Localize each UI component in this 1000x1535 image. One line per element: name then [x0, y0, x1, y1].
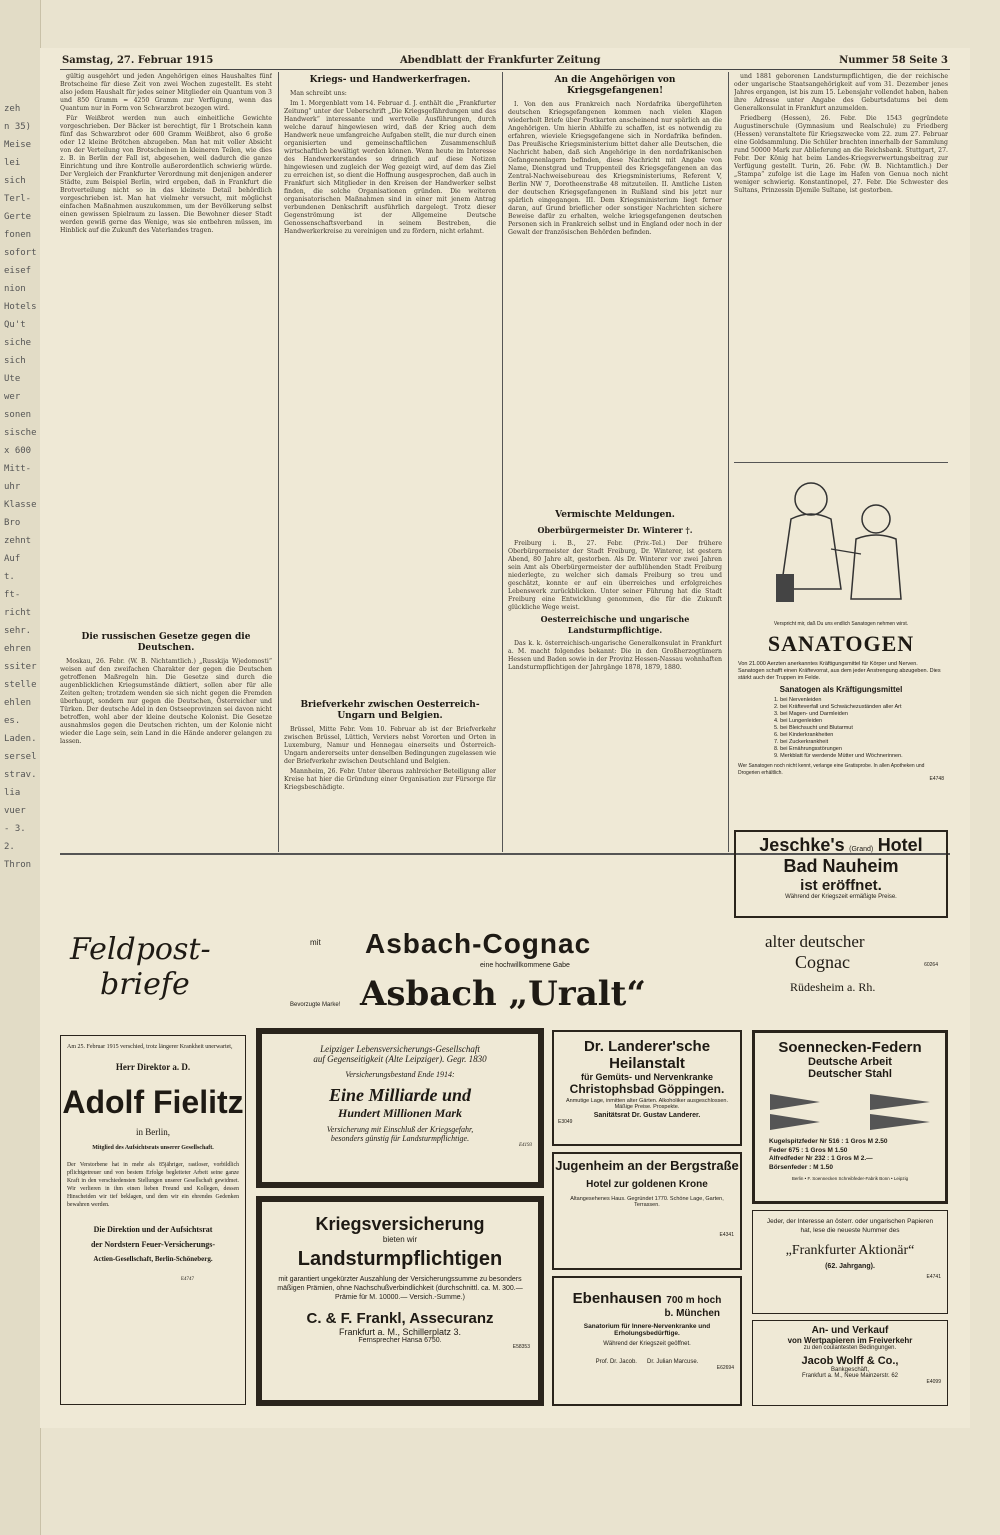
price-row: Alfredfeder Nr 232 : 1 Gros M 2.—	[769, 1155, 873, 1162]
margin-fragment: richt	[4, 608, 32, 618]
sanatogen-ad	[734, 462, 948, 824]
article-text: Für Weißbrot werden nun auch einheitliche Gewichte vorgeschrieben. Der Bäcker ist berechtigt, für 1 Brotschein kann fünf das Schwarzbrot oder 600 Gramm Weißbrot, also 6 große oder 12 kleine Brötchen abzugeben. Man hat mit voller Absicht von der Verteilung von Brotscheinen in kleineren Teilen, wie dies z. B. in Berlin der Fall ist, abgesehen, weil dadurch die ganze Einrichtung und ihre Kontrolle außerordentlich schwierig würde. Der Vergleich der Frankfurter Verordnung mit denjenigen anderer Städte, zum Beispiel Berlin, wird ergeben, daß in Frankfurt die Brotverteilung nicht so in das kleinste Detail behördlich vorgeschrieben ist. Man hat vielmehr versucht, mit möglichst einfachen Maßnahmen auszukommen, um der Bevölkerung selbst einen gewissen Spielraum zu lassen. Die Bewohner dieser Stadt werden gewiß gerne das Wenige, was sie entbehren müssen, im Hinblick auf die Zukunft des Vaterlandes tragen.	[60, 115, 272, 234]
margin-fragment: sonen	[4, 410, 32, 420]
illustration-woman-soldier	[751, 469, 931, 619]
masthead-issue: Nummer 58 Seite 3	[839, 55, 948, 66]
article-news-col4	[734, 73, 948, 458]
pen-nibs-illustration	[760, 1084, 940, 1134]
sanatogen-title: SANATOGEN	[767, 631, 915, 656]
left-margin-strip	[0, 0, 41, 1535]
masthead-paper-title: Abendblatt der Frankfurter Zeitung	[400, 55, 601, 66]
margin-fragment: sich	[4, 176, 26, 186]
list-item: 7. bei Zuckerkrankheit	[774, 739, 829, 745]
article-brotverteilung	[60, 73, 272, 628]
asbach-brand: Asbach-Cognac	[365, 928, 592, 959]
article-text: gültig ausgehört und jeden Angehörigen eines Haushaltes fünf Brotscheine für diese Zeit von zwei Wochen zugestellt. Es steht also jedem Haushalt für jedes seiner Mitglieder ein Quantum von 3 und 850 Gramm = 4250 Gramm zur Verfügung, wenn das Quantum nur in Form von Schwarzbrot bezogen wird.	[60, 73, 272, 112]
ad-code: E4099	[926, 1379, 941, 1385]
article-text: Das k. k. österreichisch-ungarische Generalkonsulat in Frankfurt a. M. macht folgendes bekannt: Die in den Großherzogtümern Hessen und Baden sowie in der Provinz Hessen-Nassau wohnhaften Landsturmpflichtigen der Jahrgänge 1878, 1879, 1880.	[508, 640, 722, 671]
ad-code: E58353	[512, 1344, 530, 1350]
ad-code: E4193	[518, 1143, 532, 1148]
column-rule	[502, 72, 503, 852]
landerer-ad: Dr. Landerer'sche Heilanstalt für Gemüts- und Nervenkranke Christophsbad Göppingen. Anmutige Lage, inmitten alter Gärten. Alkoholiker ausgeschlossen. Mäßige Preise. Prospekte. Sanitätsrat Dr. Gustav Landerer. E3049	[552, 1030, 742, 1146]
ad-code: E3049	[558, 1119, 573, 1125]
wolff-ad: An- und Verkauf von Wertpapieren im Freiverkehr zu den coulantesten Bedingungen. Jacob Wolff & Co., Bankgeschäft, Frankfurt a. M., Neue Mainzerstr. 62 E4099	[752, 1320, 948, 1406]
sanatogen-intro: Von 21.000 Aerzten anerkanntes Kräftigungsmittel für Körper und Nerven. Sanatogen schafft einen Kräftevorrat, aus dem jeder Anstrengung abzugeben. Dies stärkt auch der Truppen im Felde.	[738, 661, 941, 681]
article-headline: Die russischen Gesetze gegen die Deutschen.	[81, 632, 251, 653]
price-row: Kugelspitzfeder Nr 516 : 1 Gros M 2.50	[769, 1138, 888, 1145]
ad-code: E4341	[719, 1232, 734, 1238]
sanatogen-footer: Wer Sanatogen noch nicht kennt, verlange eine Gratisprobe. In allen Apotheken und Drogerien erhältlich.	[738, 763, 925, 776]
article-headline: An die Angehörigen von Kriegsgefangenen!	[554, 75, 676, 96]
margin-fragment: Meise	[4, 140, 32, 150]
article-handwerker	[284, 73, 496, 693]
article-headline: Kriegs- und Handwerkerfragen.	[309, 75, 471, 85]
column-rule	[278, 72, 279, 852]
margin-fragment: siche	[4, 338, 32, 348]
fielitz-obituary: Am 25. Februar 1915 verschied, trotz längerer Krankheit unerwartet, Herr Direktor a. D. Adolf Fielitz in Berlin, Mitglied des Aufsichtsrats unserer Gesellschaft. Der Verstorbene hat in mehr als 85jähriger, rastloser, vorbildlich pflichtgetreuer und von bestem Erfolge begleiteter Arbeit seine ganze Kraft in den verschiedensten Stellungen unserer Gesellschaft gewidmet. Wir verlieren in ihm einen lieben Freund und Kollegen, dessen Hinscheiden wir tief beklagen, und dem wir ein ehrendes Gedenken bewahren werden. Die Direktion und der Aufsichtsrat der Nordstern Feuer-Versicherungs- Actien-Gesellschaft, Berlin-Schöneberg. E4747	[60, 1035, 246, 1405]
article-headline: Oesterreichische und ungarische Landsturmpflichtige.	[540, 614, 690, 635]
column-rule	[728, 72, 729, 852]
aktionaer-ad: Jeder, der Interesse an österr. oder ungarischen Papieren hat, lese die neueste Nummer des „Frankfurter Aktionär“ (62. Jahrgang). E4741	[752, 1210, 948, 1314]
hotel-grand: (Grand)	[849, 846, 874, 853]
margin-fragment: nion	[4, 284, 26, 294]
list-item: 5. bei Bleichsucht und Blutarmut	[774, 725, 853, 731]
margin-fragment: stelle	[4, 680, 37, 690]
ad-code: E4741	[926, 1274, 941, 1280]
list-item: 9. Merkblatt für werdende Mütter und Wöchnerinnen.	[774, 753, 903, 759]
article-text: Moskau, 26. Febr. (W. B. Nichtamtlich.) „Russkija Wjedomosti“ weisen auf den zweifachen Charakter der gegen die Deutschen getroffenen Maßregeln hin. Die Gesetze sind durch die augenblicklichen Kriegsumstände diktiert, sollen aber für alle Zeiten gelten; trotzdem wenden sie sich nicht gegen die Fremden überhaupt, sondern nur gegen die Deutschen, Österreicher und Türken. Der deutsche Adel in den Ostseeprovinzen sei davon nicht betroffen, wohl aber der kleine deutsche Kolonist. Die Gesetze ausnahmslos gegen die Deutschen richten, um der Kolonie nicht wieder die Lage sein, sein Land in die Hände anderer gelangen zu lassen.	[60, 658, 272, 745]
margin-fragment: eisef	[4, 266, 32, 276]
hotel-note: Während der Kriegszeit ermäßigte Preise.	[785, 894, 897, 900]
jugenheim-ad: Jugenheim an der Bergstraße Hotel zur goldenen Krone Altangesehenes Haus. Gegründet 1770. Schöne Lage, Garten, Terrassen. E4341	[552, 1152, 742, 1270]
margin-fragment: uhr	[4, 482, 21, 492]
obituary-name: Adolf Fielitz	[62, 1084, 244, 1120]
hotel-word: Hotel	[877, 835, 923, 855]
article-vermischtes	[508, 508, 722, 850]
leipziger-ad: Leipziger Lebensversicherungs-Gesellschaft auf Gegenseitigkeit (Alte Leipziger). Gegr. 1830 Versicherungsbestand Ende 1914: Eine Milliarde und Hundert Millionen Mark Versicherung mit Einschluß der Kriegsgefahr, besonders günstig für Landsturmpflichtige. E4193	[256, 1028, 544, 1188]
margin-fragment: x 600	[4, 446, 32, 456]
article-headline: Briefverkehr zwischen Oesterreich-Ungarn und Belgien.	[300, 700, 480, 721]
asbach-tagline: eine hochwillkommene Gabe	[480, 962, 570, 969]
margin-fragment: Mitt-	[4, 464, 32, 474]
article-text: und 1881 geborenen Landsturmpflichtigen, die der reichische oder ungarische Staatsangehörigkeit auf vom 31. Dezember jenes Jahres ergangen, ist bis zum 15. Lebensjahr vollendet haben, haben ihre Adresse unter Angabe des Geburtsdatums bei dem Generalkonsulat in Frankfurt anzumelden.	[734, 73, 948, 112]
margin-fragment: Ute	[4, 374, 21, 384]
margin-fragment: Gerte	[4, 212, 32, 222]
ad-code: E4747	[181, 1277, 195, 1282]
ebenhausen-ad: Ebenhausen 700 m hoch b. München Sanatorium für Innere-Nervenkranke und Erholungsbedürftige. Während der Kriegszeit geöffnet. Prof. Dr. Jacob. Dr. Julian Marcuse. E62694	[552, 1276, 742, 1406]
list-item: 8. bei Ernährungsstörungen	[774, 746, 842, 752]
margin-fragment: sich	[4, 356, 26, 366]
list-item: 1. bei Nervenleiden	[774, 697, 822, 703]
margin-fragment: fonen	[4, 230, 32, 240]
article-text: Freiburg i. B., 27. Febr. (Priv.-Tel.) Der frühere Oberbürgermeister der Stadt Freiburg, Dr. Winterer, ist gestern Abend, 80 Jahre alt, gestorben. Als Dr. Winterer vor zwei Jahren sein Amt als Oberbürgermeister der aufblühenden Stadt Freiburg niederlegte, zu welcher sich damals Freiburg so treu und geschätzt, konnte er auf ein überreiches und erfolgreiches Lebenswerk zurückblicken. Unter seiner Führung hat die Stadt Freiburg eine Entwicklung genommen, die für die Zukunft glückliche Wege weist.	[508, 540, 722, 611]
asbach-cognac-ad	[60, 926, 948, 1026]
margin-fragment: t.	[4, 572, 15, 582]
asbach-uralt: Asbach „Uralt“	[360, 974, 646, 1014]
margin-fragment: 2.	[4, 842, 15, 852]
margin-fragment: lei	[4, 158, 21, 168]
list-item: 6. bei Kinderkrankheiten	[774, 732, 834, 738]
article-headline: Vermischte Meldungen.	[555, 510, 675, 520]
ad-code: 60264	[924, 962, 938, 968]
obituary-headline: Oberbürgermeister Dr. Winterer †.	[537, 525, 693, 535]
margin-fragment: strav.	[4, 770, 37, 780]
soennecken-ad: Soennecken-Federn Deutsche Arbeit Deutscher Stahl Kugelspitzfeder Nr 516 : 1 Gros M 2.50 Feder 675 : 1 Gros M 1.50 Alfredfeder Nr 232 : 1 Gros M 2.— Börsenfeder : M 1.50 Berlin • F. Soennecken Schreibfeder-Fabrik Bonn • Leipzig	[752, 1030, 948, 1204]
margin-fragment: Auf	[4, 554, 21, 564]
margin-fragment: - 3.	[4, 824, 26, 834]
price-row: Feder 675 : 1 Gros M 1.50	[769, 1146, 848, 1154]
list-item: 2. bei Kräfteverfall und Schwächezuständen aller Art	[774, 704, 902, 710]
article-text: Im 1. Morgenblatt vom 14. Februar d. J. enthält die „Frankfurter Zeitung“ unter der Ueberschrift „Die Kriegsgefährdungen und das Handwerk“ interessante und wertvolle Ausführungen, durch welche darauf hingewiesen wird, daß der Krieg auch dem Handwerk neue umfangreiche Aufgaben stellt, die nur durch einen organisierten und gemeinschaftlichen Zusammenschluß wirtschaftlich bewältigt werden können. Wenn heute im Interesse des Handwerkerstandes so dringlich auf diese Notizen hingewiesen und zugleich der Weg gezeigt wird, auf dem das Ziel zu erreichen ist, so dient die Hoffnung ausgesprochen, daß auch in Frankfurt sich Mitglieder in den Kreisen der Handwerker selbst finden, die solche Organisationen gründen. Die weiteren organisatorischen Maßnahmen sind in einer mit jenem Antrag verbundenen Denkschrift ausführlich dargelegt. Trotz dieser Gegenströmung ist der Allgemeine Deutsche Genossenschaftsverband in seinem Bestreben, die Handwerkerkreise zu vereinigen und zu fördern, nicht erlahmt.	[284, 100, 496, 235]
article-text: Mannheim, 26. Febr. Unter überaus zahlreicher Beteiligung aller Kreise hat hier die Gründung einer Organisation zur Fürsorge für Kriegsbeschädigte.	[284, 768, 496, 791]
masthead	[60, 55, 950, 70]
margin-fragment: sersel	[4, 752, 37, 762]
hotel-status: ist eröffnet.	[800, 877, 882, 894]
asbach-bevorzugte: Bevorzugte Marke!	[290, 1002, 341, 1008]
margin-fragment: Thron	[4, 860, 32, 870]
price-list	[755, 1138, 945, 1172]
hotel-name: Jeschke's	[759, 835, 845, 855]
list-item: 4. bei Lungenleiden	[774, 718, 823, 724]
margin-fragment: Terl-	[4, 194, 32, 204]
margin-fragment: ehren	[4, 644, 32, 654]
sanatogen-caption: Verspricht mir, daß Du uns endlich Sanatogen nehmen wirst.	[773, 621, 909, 627]
ad-code: E62694	[716, 1365, 734, 1371]
margin-fragment: vuer	[4, 806, 26, 816]
margin-fragment: es.	[4, 716, 21, 726]
margin-fragment: Hotels	[4, 302, 37, 312]
article-briefverkehr	[284, 698, 496, 850]
asbach-mit: mit	[310, 938, 321, 947]
article-text: Brüssel, Mitte Febr. Vom 10. Februar ab ist der Briefverkehr zwischen Brüssel, Lüttich, Verviers nebst Vororten und Orten in Luxemburg, Namur und Hennegau einerseits und Österreich-Ungarn andererseits unter denselben Bedingungen zugelassen wie der Briefverkehr zwischen Deutschland und Belgien.	[284, 726, 496, 765]
margin-fragment: Laden.	[4, 734, 37, 744]
margin-fragment: wer	[4, 392, 21, 402]
jeschke-hotel-ad	[734, 830, 948, 918]
list-item: 3. bei Magen- und Darmleiden	[774, 711, 848, 717]
sanatogen-list	[734, 697, 948, 760]
price-row: Börsenfeder : M 1.50	[769, 1163, 833, 1171]
margin-fragment: Qu't	[4, 320, 26, 330]
margin-fragment: ssiter	[4, 662, 37, 672]
margin-fragment: Klasse	[4, 500, 37, 510]
article-text: Friedberg (Hessen), 26. Febr. Die 1543 gegründete Augustinerschule (Gymnasium und Realschule) zu Friedberg (Hessen) veranstaltete für Kriegszwecke vom 22. zum 27. Februar eine Goldsammlung. Die Schüler brachten innerhalb der Sammlung rund 50000 Mark zur Ablieferung an die Reichsbank. Stuttgart, 27. Febr. Der König hat beim Landes-Kriegsverwertungsbeitrag zur Verfügung gestellt. Turin, 26. Febr. (W. B. Nichtamtlich.) Der „Stampa“ zufolge ist die Lage im Hafen von Genua noch nicht weniger schwierig. Konstantinopel, 27. Febr. Die Schwester des Sultans, Prinzessin Djemile Sultane, ist gestorben.	[734, 115, 948, 194]
margin-fragment: ft-	[4, 590, 21, 600]
asbach-right1: alter deutscher	[765, 932, 865, 951]
feldpost-text: Feldpost- briefe	[70, 932, 211, 1002]
margin-fragment: zehnt	[4, 536, 32, 546]
kriegsversicherung-ad: Kriegsversicherung bieten wir Landsturmpflichtigen mit garantiert ungekürzter Auszahlung der Versicherungssumme zu besonders mäßigen Prämien, ohne Nachschußverbindlichkeit (durchschnittl. ca. M. 300.— Prämie für M. 10000.— Versich.-Summe.) C. & F. Frankl, Assecuranz Frankfurt a. M., Schillerplatz 3. Fernsprecher Hansa 6750. E58353	[256, 1196, 544, 1406]
ad-code: E4748	[929, 776, 944, 782]
hotel-city: Bad Nauheim	[783, 856, 899, 876]
article-russian-laws	[60, 630, 272, 850]
margin-fragment: ehlen	[4, 698, 32, 708]
margin-fragment: sische	[4, 428, 37, 438]
article-text: I. Von den aus Frankreich nach Nordafrika übergeführten deutschen Kriegsgefangenen kommen nach vielen Klagen wiederholt Briefe über Postkarten anscheinend nur spärlich an die Angehörigen. Um hierin Abhilfe zu schaffen, ist es notwendig zu erfahren, wieviele Kriegsgefangene sich in Nordafrika befinden. Das Preußische Kriegsministerium bittet daher alle Deutschen, die Nachricht haben, daß sich Angehörige in den nordafrikanischen Gefangenenlagern befinden, diese Nachricht mit Angabe von Name, Dienstgrad und Truppenteil des Kriegsgefangenen an das Zentral-Nachweisebureau des Kriegsministeriums, Referent V, Berlin NW 7, Dorotheenstraße 48 mitzuteilen. II. Amtliche Listen der deutschen Kriegsgefangenen in Rußland sind bis jetzt nur spärlich eingegangen. III. Dem Kriegsministerium liegt ferner daran, auf Grund brieflicher oder sonstiger Nachrichten sichere Beweise dafür zu erhalten, welche kriegsgefangenen deutschen Personen sich in Frankreich selbst und in England oder noch in der Gewalt der französischen Behörden befinden.	[508, 101, 722, 236]
margin-fragment: lia	[4, 788, 21, 798]
margin-fragment: n 35)	[4, 122, 32, 132]
article-byline: Man schreibt uns:	[290, 90, 347, 97]
margin-fragment: zeh	[4, 104, 21, 114]
margin-fragment: Bro	[4, 518, 21, 528]
margin-fragment: sofort	[4, 248, 37, 258]
asbach-right2: Cognac	[795, 952, 850, 972]
masthead-date: Samstag, 27. Februar 1915	[62, 55, 214, 66]
asbach-right3: Rüdesheim a. Rh.	[790, 980, 876, 994]
margin-fragment: sehr.	[4, 626, 32, 636]
article-kriegsgefangene	[508, 73, 722, 503]
sanatogen-subtitle: Sanatogen als Kräftigungsmittel	[779, 685, 903, 694]
